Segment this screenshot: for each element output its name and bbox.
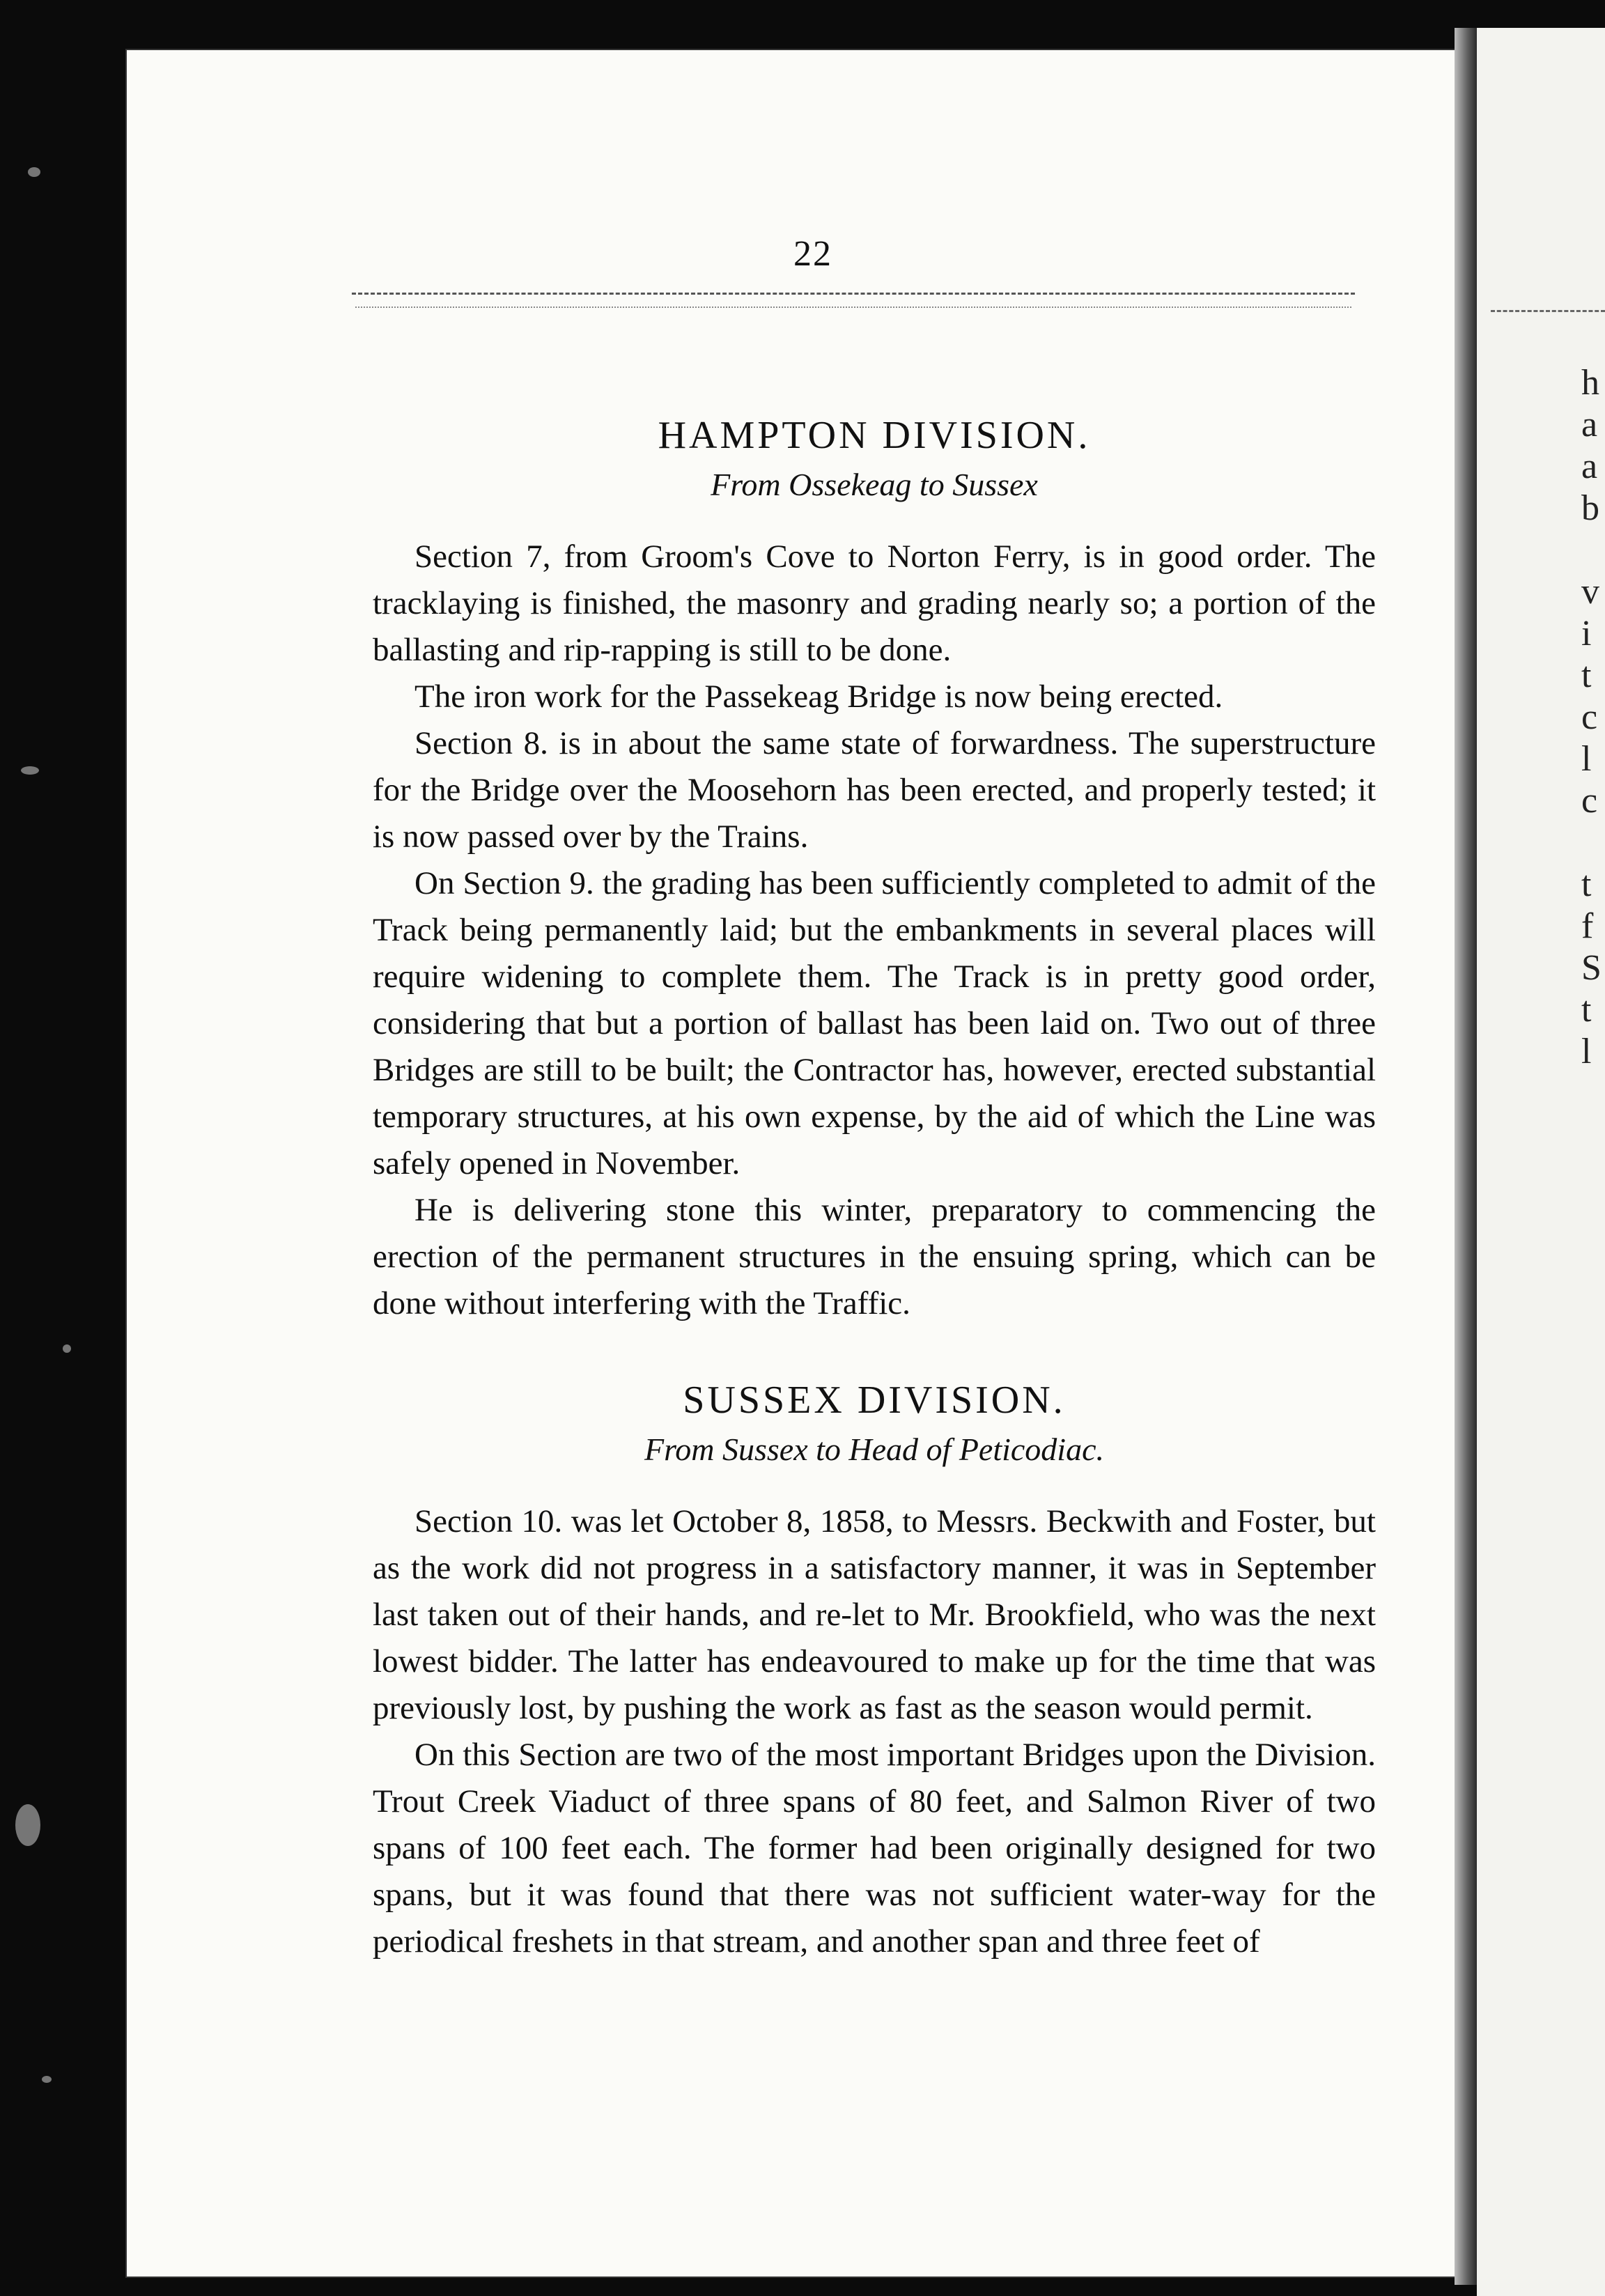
scan-speck [28, 167, 40, 177]
scan-speck [42, 2076, 52, 2083]
facing-page-letter [1581, 822, 1605, 864]
facing-page-letter: v [1581, 572, 1599, 612]
section-subtitle: From Sussex to Head of Peticodiac. [644, 1432, 1105, 1467]
paragraph: The iron work for the Passekeag Bridge is now being erected. [414, 678, 1223, 715]
paragraph: He is delivering stone this winter, preparatory to commencing the erection of the permanent structures in the ensuing spring, which can be done without interfering with the Traffic. [373, 1192, 1376, 1321]
facing-page-letter [1581, 529, 1605, 571]
facing-page-letter: l [1581, 1032, 1592, 1071]
header-rule-secondary [355, 307, 1351, 308]
facing-page-letter: b [1581, 488, 1599, 528]
facing-page-letter: t [1581, 990, 1592, 1030]
facing-page-letter: h [1581, 363, 1599, 403]
facing-page-letter: S [1581, 948, 1602, 988]
section-title: SUSSEX DIVISION. [683, 1379, 1066, 1422]
book-gutter [1455, 28, 1477, 2285]
facing-page-letter: c [1581, 781, 1598, 821]
facing-page-letters [1581, 362, 1605, 1073]
page-number: 22 [793, 234, 832, 274]
scan-speck [21, 766, 39, 775]
paragraph: Section 10. was let October 8, 1858, to Messrs. Beckwith and Foster, but as the work did not progress in a satisfactory manner, it was in September last taken out of their hands, and re-let to Mr. Brookfield, who was the next lowest bidder. The latter has endeavoured to make up for the time that was previously lost, by pushing the work as fast as the season would permit. [373, 1503, 1376, 1726]
section-subtitle: From Ossekeag to Sussex [711, 467, 1038, 502]
facing-page-letter: a [1581, 405, 1598, 444]
text-column [373, 411, 1376, 1965]
scan-speck [15, 1804, 40, 1846]
facing-page-letter: c [1581, 697, 1598, 737]
facing-page-letter: f [1581, 906, 1594, 946]
paragraph: Section 8. is in about the same state of forwardness. The superstructure for the Bridge over the Moosehorn has been erected, and properly tested; it is now passed over by the Trains. [373, 725, 1376, 855]
facing-page-letter: t [1581, 864, 1592, 904]
facing-page-letter: i [1581, 614, 1592, 653]
facing-page-letter: l [1581, 739, 1592, 779]
section-title: HAMPTON DIVISION. [658, 414, 1091, 457]
facing-page-letter: t [1581, 656, 1592, 695]
facing-page-letter: a [1581, 447, 1598, 486]
section-spacer [373, 1327, 1376, 1376]
header-rule [352, 293, 1355, 295]
facing-page-rule [1491, 310, 1605, 312]
paragraph: Section 7, from Groom's Cove to Norton Ferry, is in good order. The tracklaying is finished, the masonry and grading nearly so; a portion of the ballasting and rip-rapping is still to be done. [373, 538, 1376, 668]
paragraph: On this Section are two of the most important Bridges upon the Division. Trout Creek Viaduct of three spans of 80 feet, and Salmon River of two spans of 100 feet each. The former had been originally designed for two spans, but it was found that there was not sufficient water-way for the periodical freshets in that stream, and another span and three feet of [373, 1737, 1376, 1960]
scan-speck [63, 1344, 71, 1353]
paragraph: On Section 9. the grading has been sufficiently completed to admit of the Track being permanently laid; but the embankments in several places will require widening to complete them. The Track is in pretty good order, considering that but a portion of ballast has been laid on. Two out of three Bridges are still to be built; the Contractor has, however, erected substantial temporary structures, at his own expense, by the aid of which the Line was safely opened in November. [373, 865, 1376, 1181]
